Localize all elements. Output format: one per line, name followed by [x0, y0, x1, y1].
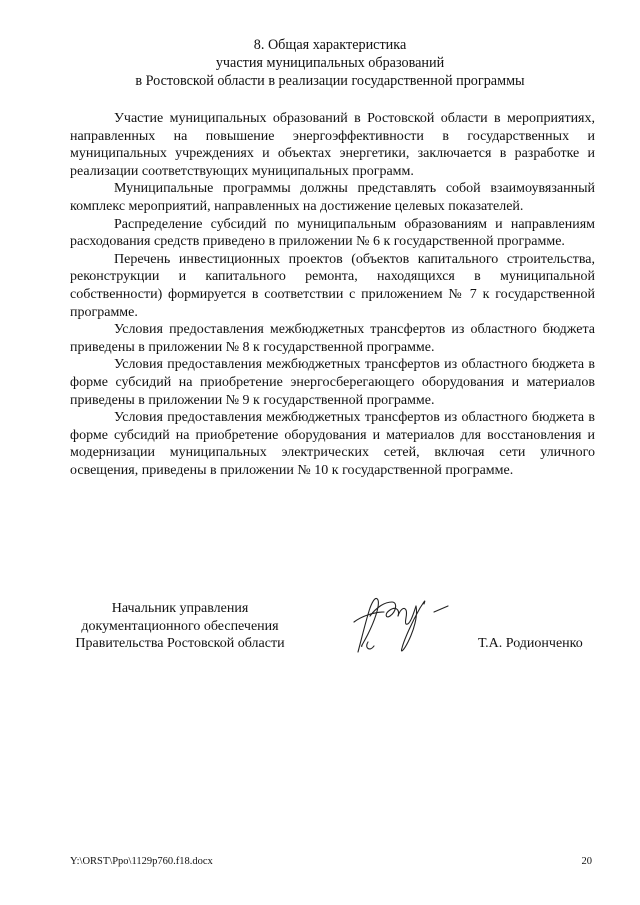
- paragraph-3: Распределение субсидий по муниципальным образованиям и направлениям расходования средств приведено в приложении № 6 к государственной программе.: [70, 216, 595, 250]
- document-body: [70, 110, 595, 479]
- position-line-3: Правительства Ростовской области: [75, 636, 285, 651]
- paragraph-2: Муниципальные программы должны представлять собой взаимоувязанный комплекс мероприятий, направленных на достижение целевых показателей.: [70, 181, 595, 214]
- paragraph-4: Перечень инвестиционных проектов (объектов капитального строительства, реконструкции и капитального ремонта, находящихся в муниципальной собственности) формируется в соответствии с приложением № 7 к государственной программе.: [70, 251, 595, 320]
- paragraph-7: Условия предоставления межбюджетных трансфертов из областного бюджета в форме субсидий на приобретение оборудования и материалов для восстановления и модернизации муниципальных электрических сетей, включая сети уличного освещения, приведены в приложении № 10 к государственной программе.: [70, 410, 595, 478]
- handwritten-signature: [340, 582, 460, 662]
- heading-line-2: участия муниципальных образований: [215, 55, 445, 71]
- position-line-1: Начальник управления: [111, 601, 249, 616]
- page-number: 20: [581, 856, 592, 867]
- paragraph-5: Условия предоставления межбюджетных трансфертов из областного бюджета приведены в приложении № 8 к государственной программе.: [70, 322, 595, 355]
- paragraph-6: Условия предоставления межбюджетных трансфертов из областного бюджета в форме субсидий на приобретение энергосберегающего оборудования и материалов приведены в приложении № 9 к государственной программе.: [70, 357, 595, 408]
- heading-line-3: в Ростовской области в реализации государственной программы: [135, 73, 525, 89]
- signatory-name: Т.А. Родионченко: [478, 636, 583, 651]
- heading-line-1: 8. Общая характеристика: [253, 37, 407, 53]
- footer-file-path: Y:\ORST\Ppo\1129p760.f18.docx: [70, 856, 213, 867]
- section-heading: [70, 36, 590, 90]
- position-line-2: документационного обеспечения: [81, 618, 279, 634]
- signatory-position: [60, 600, 300, 653]
- paragraph-1: Участие муниципальных образований в Ростовской области в мероприятиях, направленных на повышение энергоэффективности в государственных и муниципальных учреждениях и объектах энергетики, заключается в разработке и реализации соответствующих муниципальных программ.: [70, 111, 595, 179]
